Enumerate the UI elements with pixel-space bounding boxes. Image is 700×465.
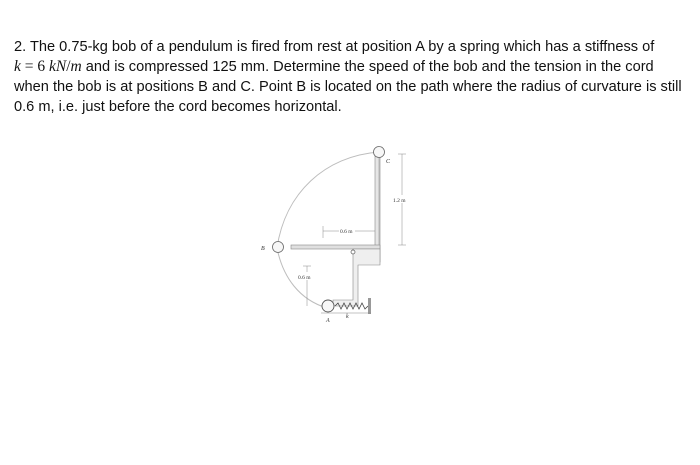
unit-kn: kN [49, 58, 67, 75]
dim-left-label: 0.6 m [298, 275, 311, 281]
unit-m: m [70, 58, 82, 75]
point-a-label: A [326, 318, 330, 324]
problem-text-rest: and is compressed 125 mm. Determine the speed of the bob and the tension in the cord when the bob is at positions B and C. Point B is located on the path where the radius of curvature is still 0.6 m, i.e. just before the cord becomes horizontal. [14, 59, 682, 115]
unit-slash: / [66, 58, 71, 75]
pendulum-figure [255, 138, 425, 328]
bob-a [322, 300, 334, 312]
upper-ledge [291, 245, 380, 249]
step-block [333, 249, 380, 306]
pendulum-diagram [255, 138, 425, 328]
bob-c [374, 147, 385, 158]
dim-top-label: 0.6 m [340, 229, 353, 235]
spring-k-label: k [346, 314, 349, 320]
k-symbol: k [14, 58, 21, 75]
bob-b [273, 242, 284, 253]
peg-point [351, 250, 355, 254]
spring-wall [368, 298, 371, 314]
problem-statement [14, 37, 690, 117]
problem-text-prefix: 2. The 0.75-kg bob of a pendulum is fired from rest at position A by a spring which has a stiffness of [14, 39, 655, 55]
equals-value: = 6 [20, 58, 50, 75]
point-c-label: C [386, 159, 391, 165]
dim-right-label: 1.2 m [393, 198, 406, 204]
point-b-label: B [261, 246, 265, 252]
trajectory-arc [277, 152, 379, 248]
